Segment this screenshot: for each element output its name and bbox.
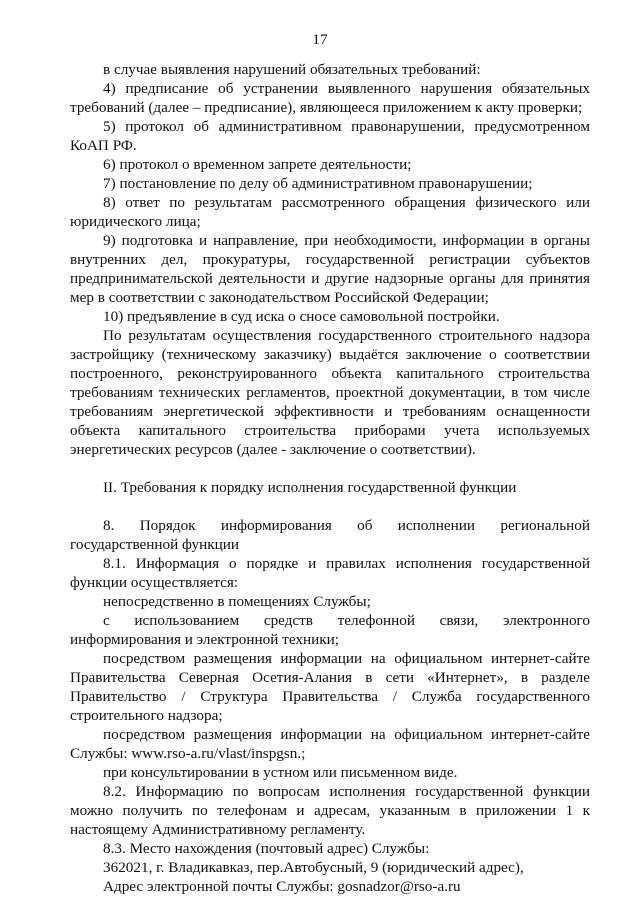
section-heading: II. Требования к порядку исполнения государственной функции <box>103 479 517 496</box>
paragraph: 8.3. Место нахождения (почтовый адрес) Службы: <box>103 840 430 857</box>
document-body <box>70 60 590 896</box>
paragraph: 7) постановление по делу об административном правонарушении; <box>103 175 533 192</box>
paragraph: 5) протокол об административном правонарушении, предусмотренном КоАП РФ. <box>70 118 590 154</box>
paragraph: 8.1. Информация о порядке и правилах исполнения государственной функции осуществляется: <box>70 555 590 591</box>
paragraph: в случае выявления нарушений обязательных требований: <box>103 61 481 78</box>
paragraph: 8. Порядок информирования об исполнении региональной государственной функции <box>70 517 590 553</box>
paragraph: с использованием средств телефонной связи, электронного информирования и электронной техники; <box>70 612 590 648</box>
spacer <box>70 459 590 478</box>
page-number: 17 <box>312 31 328 48</box>
paragraph: 10) предъявление в суд иска о сносе самовольной постройки. <box>103 308 500 325</box>
paragraph: 8.2. Информацию по вопросам исполнения государственной функции можно получить по телефонам и адресам, указанным в приложении 1 к настоящему Административному регламенту. <box>70 783 590 838</box>
paragraph: По результатам осуществления государственного строительного надзора застройщику (техническому заказчику) выдаётся заключение о соответствии построенного, реконструированного объекта капитального строительства требованиям технических регламентов, проектной документации, в том числе требованиям энергетической эффективности и требованиям оснащенности объекта капитального строительства приборами учета используемых энергетических ресурсов (далее - заключение о соответствии). <box>70 327 590 458</box>
paragraph: 9) подготовка и направление, при необходимости, информации в органы внутренних дел, прокуратуры, государственной регистрации субъектов предпринимательской деятельности и другие надзорные органы для принятия мер в соответствии с законодательством Российской Федерации; <box>70 232 590 306</box>
paragraph: посредством размещения информации на официальном интернет-сайте Правительства Северная Осетия-Алания в сети «Интернет», в разделе Правительство / Структура Правительства / Служба государственного строительного надзора; <box>70 650 590 724</box>
paragraph: непосредственно в помещениях Службы; <box>103 593 371 610</box>
paragraph: 362021, г. Владикавказ, пер.Автобусный, 9 (юридический адрес), <box>103 859 524 876</box>
paragraph: Адрес электронной почты Службы: gosnadzor@rso-a.ru <box>103 878 461 895</box>
paragraph: 6) протокол о временном запрете деятельности; <box>103 156 412 173</box>
spacer <box>70 497 590 516</box>
paragraph: посредством размещения информации на официальном интернет-сайте Службы: www.rso-a.ru/vlast/inspgsn.; <box>70 726 590 762</box>
paragraph: 8) ответ по результатам рассмотренного обращения физического или юридического лица; <box>70 194 590 230</box>
paragraph: 4) предписание об устранении выявленного нарушения обязательных требований (далее – предписание), являющееся приложением к акту проверки; <box>70 80 590 116</box>
paragraph: при консультировании в устном или письменном виде. <box>103 764 458 781</box>
